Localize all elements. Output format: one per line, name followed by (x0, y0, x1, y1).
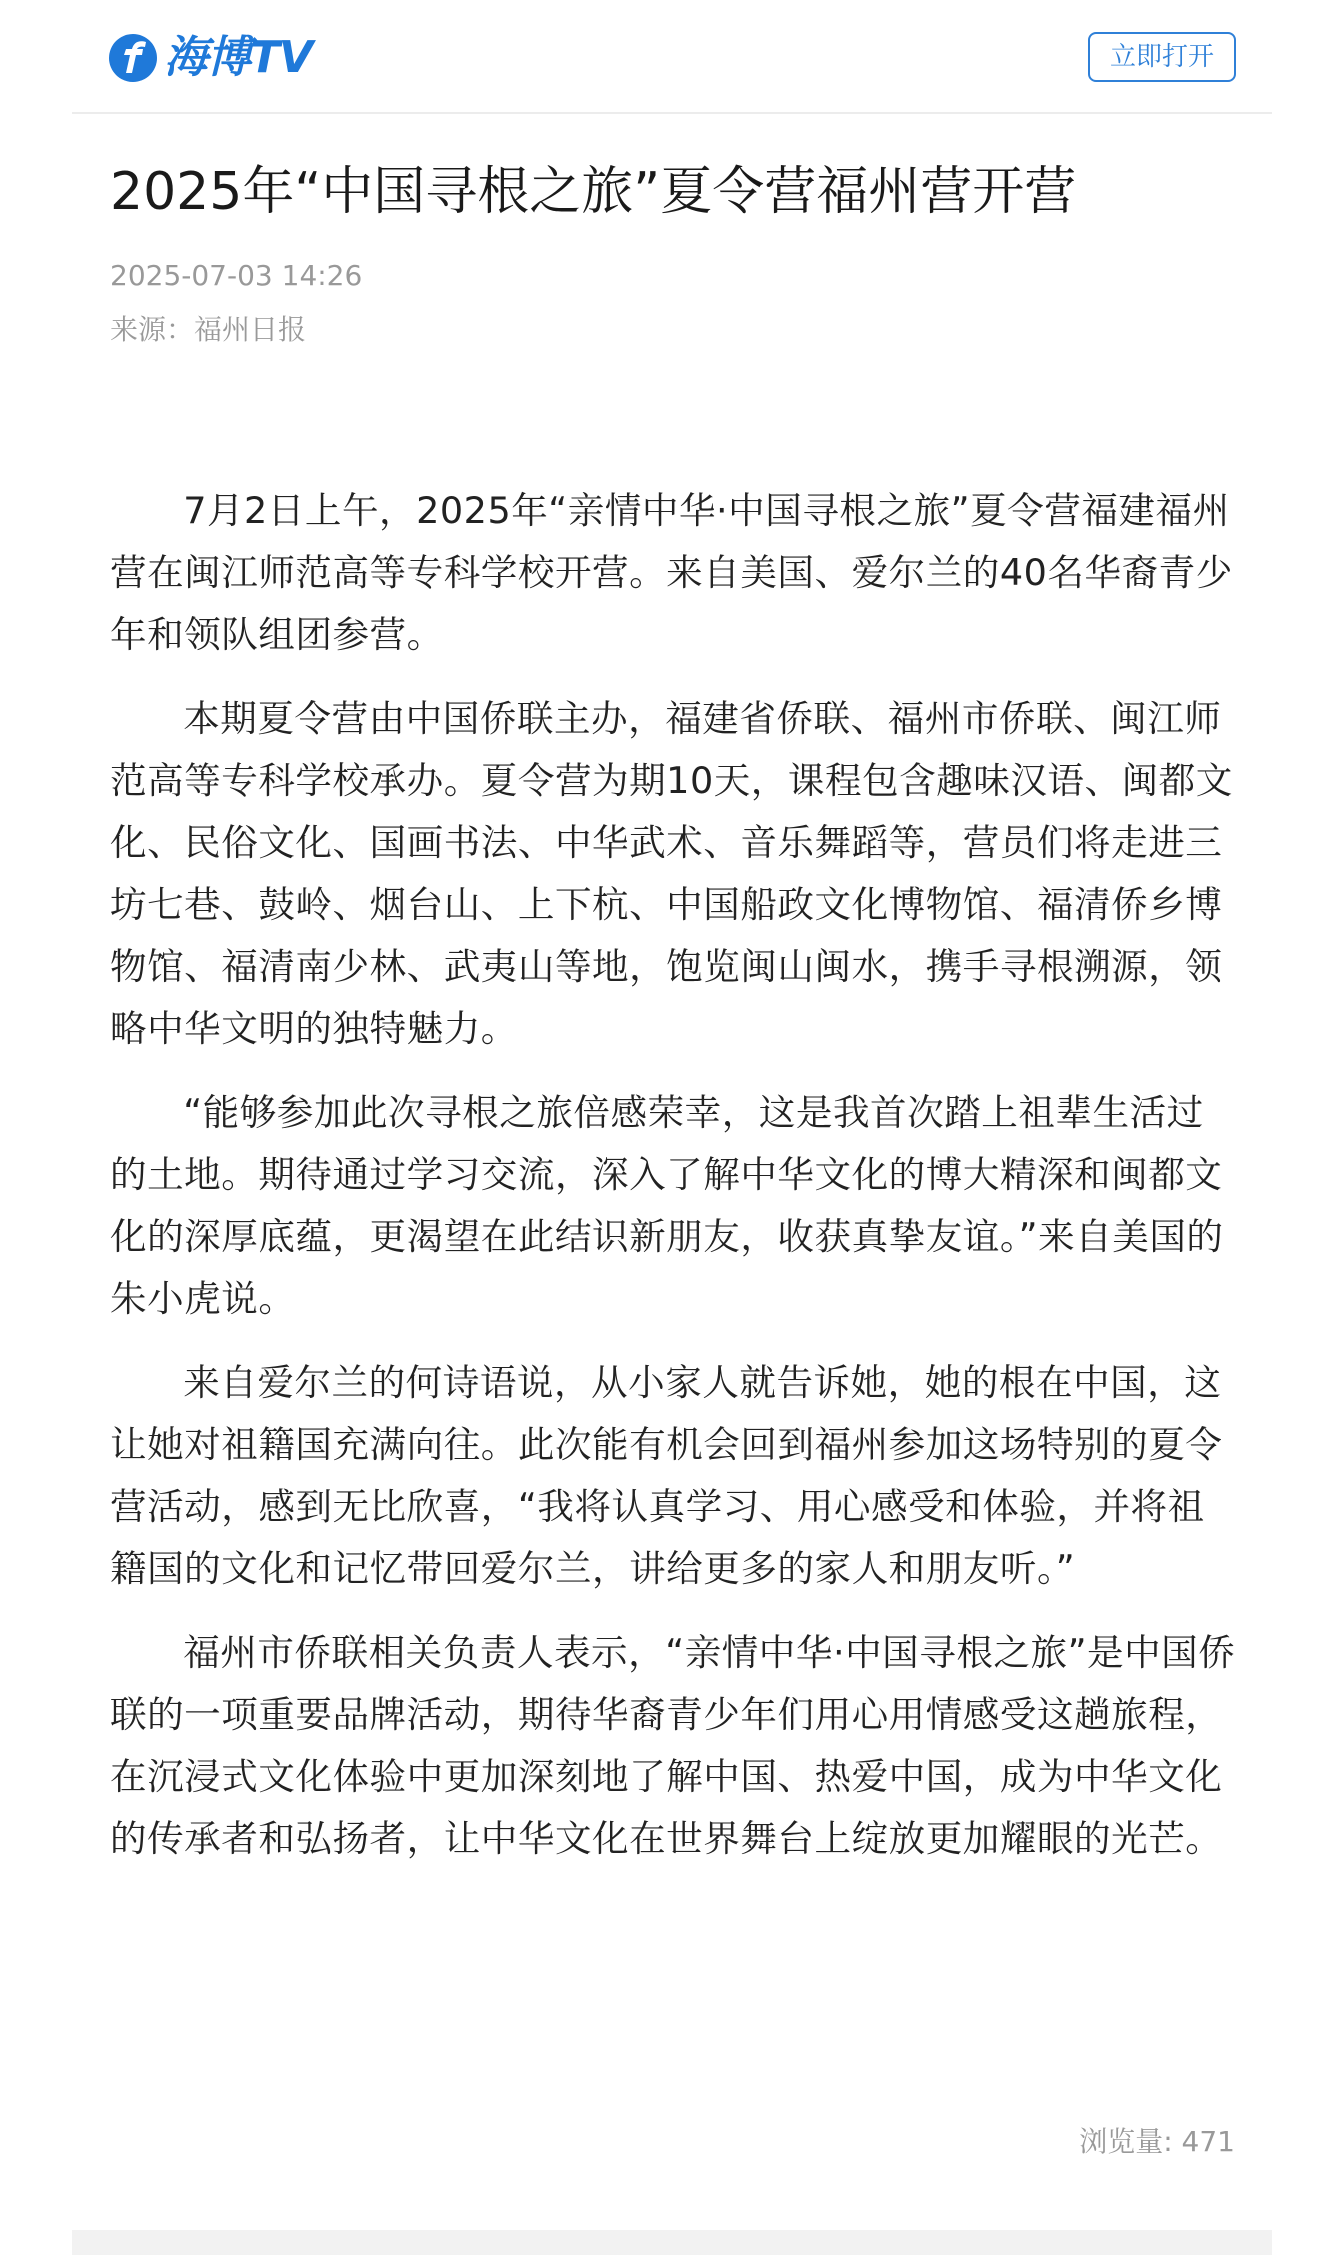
app-logo[interactable] (108, 32, 312, 84)
view-count: 浏览量: 471 (1079, 2125, 1235, 2158)
paragraph: 7月2日上午，2025年“亲情中华·中国寻根之旅”夏令营福建福州营在闽江师范高等专科学校开营。来自美国、爱尔兰的40名华裔青少年和领队组团参营。 (110, 489, 1233, 656)
paragraph: “能够参加此次寻根之旅倍感荣幸，这是我首次踏上祖辈生活过的土地。期待通过学习交流，深入了解中华文化的博大精深和闽都文化的深厚底蕴，更渴望在此结识新朋友，收获真挚友谊。”来自美国的朱小虎说。 (110, 1091, 1224, 1320)
paragraph: 本期夏令营由中国侨联主办，福建省侨联、福州市侨联、闽江师范高等专科学校承办。夏令营为期10天，课程包含趣味汉语、闽都文化、民俗文化、国画书法、中华武术、音乐舞蹈等，营员们将走进三坊七巷、鼓岭、烟台山、上下杭、中国船政文化博物馆、福清侨乡博物馆、福清南少林、武夷山等地，饱览闽山闽水，携手寻根溯源，领略中华文明的独特魅力。 (110, 697, 1233, 1050)
article-header (110, 150, 1236, 352)
publish-date: 2025-07-03 14:26 (110, 259, 363, 292)
logo-text: 海博TV (164, 32, 313, 83)
haibo-logo-icon (108, 33, 158, 83)
article-source: 来源：福州日报 (110, 313, 307, 346)
article-title: 2025年“中国寻根之旅”夏令营福州营开营 (110, 162, 1077, 222)
open-app-button[interactable]: 立即打开 (1088, 32, 1236, 82)
footer-bar (72, 2230, 1272, 2255)
article-body (110, 480, 1236, 1892)
paragraph: 福州市侨联相关负责人表示，“亲情中华·中国寻根之旅”是中国侨联的一项重要品牌活动，期待华裔青少年们用心用情感受这趟旅程，在沉浸式文化体验中更加深刻地了解中国、热爱中国，成为中华文化的传承者和弘扬者，让中华文化在世界舞台上绽放更加耀眼的光芒。 (110, 1631, 1236, 1860)
paragraph: 来自爱尔兰的何诗语说，从小家人就告诉她，她的根在中国，这让她对祖籍国充满向往。此次能有机会回到福州参加这场特别的夏令营活动，感到无比欣喜，“我将认真学习、用心感受和体验，并将祖籍国的文化和记忆带回爱尔兰，讲给更多的家人和朋友听。” (110, 1361, 1223, 1590)
top-bar (72, 0, 1272, 114)
